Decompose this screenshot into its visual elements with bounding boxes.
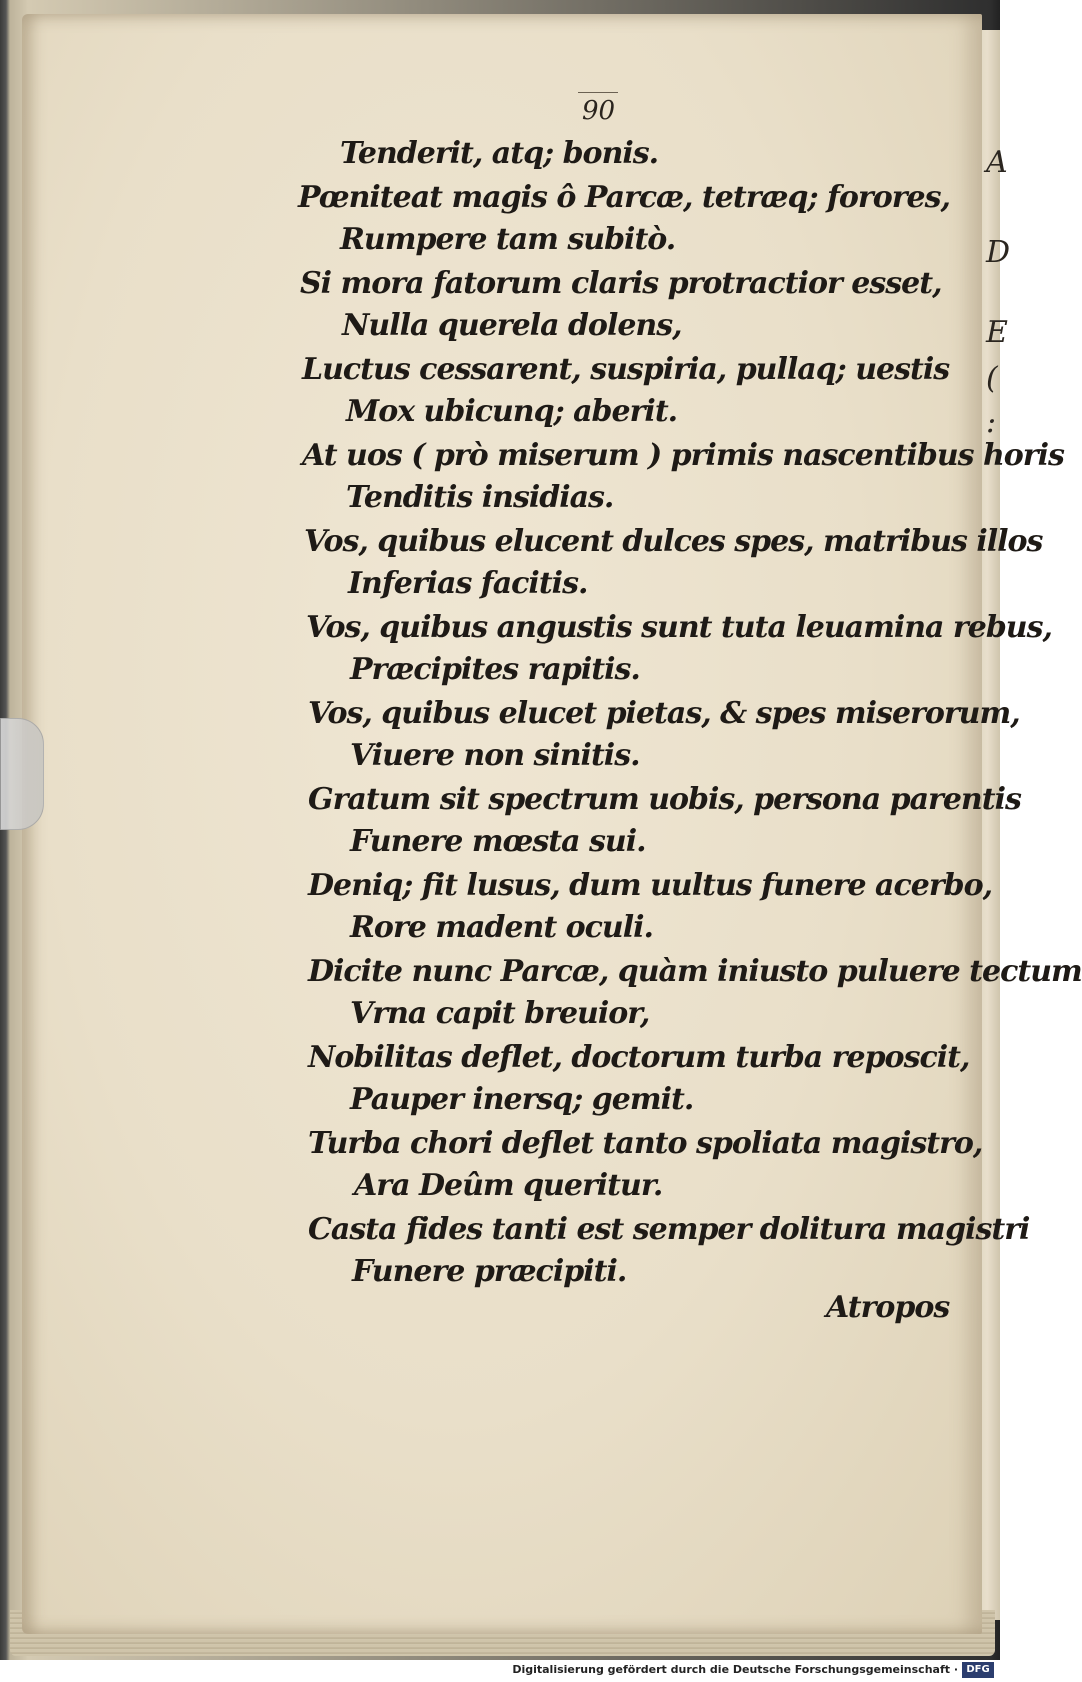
- poem-line: Viuere non sinitis.: [350, 738, 640, 773]
- footer-credit: Digitalisierung gefördert durch die Deutsche Forschungsgemeinschaft ·: [512, 1663, 958, 1676]
- poem-line: Mox ubicunq; aberit.: [346, 394, 678, 429]
- poem-line: Turba chori deflet tanto spoliata magistro,: [308, 1126, 983, 1161]
- poem-line: Gratum sit spectrum uobis, persona parentis: [308, 782, 1021, 817]
- facing-page-letter: (: [986, 361, 998, 396]
- facing-page-letter: E: [986, 315, 1008, 350]
- poem-line: Si mora fatorum claris protractior esset,: [300, 266, 942, 301]
- poem-line: Vos, quibus elucent dulces spes, matribus illos: [304, 524, 1043, 559]
- poem-line: Luctus cessarent, suspiria, pullaq; uestis: [302, 352, 950, 387]
- poem-line: Funere præcipiti.: [352, 1254, 627, 1289]
- poem-line: Tenderit, atq; bonis.: [340, 136, 659, 171]
- poem-line: Nulla querela dolens,: [342, 308, 682, 343]
- facing-page-letter: D: [986, 235, 1011, 270]
- dfg-logo: DFG: [962, 1662, 994, 1678]
- poem-line: Funere mœsta sui.: [350, 824, 646, 859]
- poem-line: Vos, quibus angustis sunt tuta leuamina rebus,: [306, 610, 1052, 645]
- poem-line: Tenditis insidias.: [346, 480, 614, 515]
- poem-line: Rumpere tam subitò.: [340, 222, 676, 257]
- page-number: 90: [582, 96, 616, 126]
- page-number-rule: [578, 92, 618, 93]
- facing-page-letter: :: [986, 405, 997, 440]
- facing-page-letter: A: [986, 145, 1008, 180]
- poem-line: Vrna capit breuior,: [350, 996, 650, 1031]
- poem-line: Inferias facitis.: [348, 566, 588, 601]
- poem-line: Dicite nunc Parcæ, quàm iniusto puluere tectum: [308, 954, 1082, 989]
- poem-line: Deniq; fit lusus, dum uultus funere acerbo,: [308, 868, 993, 903]
- poem-line: Nobilitas deflet, doctorum turba reposcit,: [308, 1040, 970, 1075]
- poem-line: Casta fides tanti est semper dolitura magistri: [308, 1212, 1030, 1247]
- poem-line: Rore madent oculi.: [350, 910, 653, 945]
- poem-line: Præcipites rapitis.: [350, 652, 640, 687]
- poem-line: Pœniteat magis ô Parcæ, tetræq; forores,: [298, 180, 950, 215]
- poem-line: At uos ( prò miserum ) primis nascentibus horis: [302, 438, 1064, 473]
- poem-line: Vos, quibus elucet pietas, & spes miserorum,: [308, 696, 1020, 731]
- page-clip: [0, 718, 44, 830]
- poem-line: Ara Deûm queritur.: [354, 1168, 663, 1203]
- poem-line: Pauper inersq; gemit.: [350, 1082, 694, 1117]
- catchword: Atropos: [826, 1290, 950, 1325]
